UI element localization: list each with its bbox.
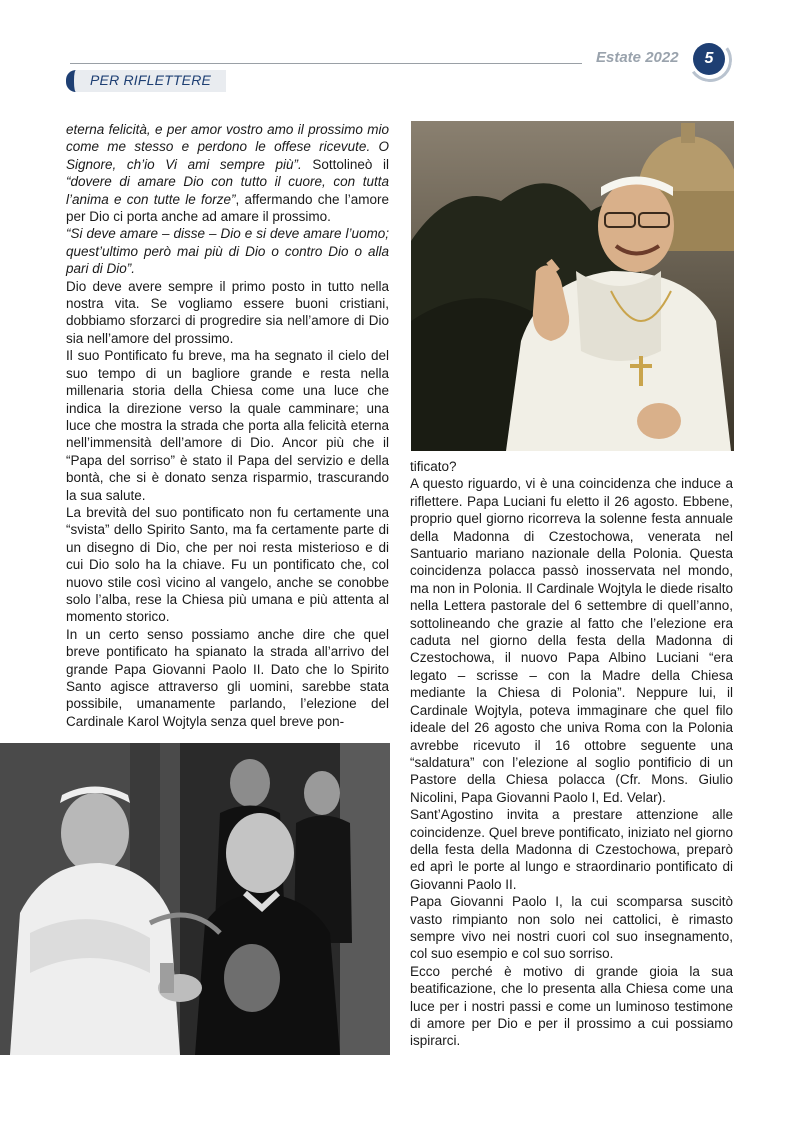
page-number: 5: [693, 43, 725, 75]
section-title: PER RIFLETTERE: [90, 72, 212, 88]
right-column: [410, 458, 733, 1050]
right-paragraph-2: A questo riguardo, vi è una coincidenza che induce a riflettere. Papa Luciani fu eletto il 26 agosto. Ebbene, proprio quel giorno ricorreva la solenne festa annuale della Madonna di Czestochowa, venerata nel Santuario mariano nazionale della Polonia. Questa coincidenza polacca passò inosservata nel mondo, ma non in Polonia. Il Cardinale Wojtyla le diede risalto nella Lettera pastorale del 6 settembre di quell’anno, sottolineando che grazie al fatto che l’elezione era caduta nel giorno della festa della Madonna di Czestochowa, il nuovo Papa Albino Luciani “era legato – scrisse – con la Madre della Chiesa mediante la Chiesa di Polonia”. Neppure lui, il Cardinale Wojtyla, poteva immaginare che quel filo ideale del 26 agosto che univa Roma con la Polonia avrebbe ricevuto il 16 ottobre seguente una “saldatura” con l’elezione al soglio pontificio di un Pastore della Chiesa polacca (Cfr. Mons. Giulio Nicolini, Papa Giovanni Paolo I, Ed. Velar).: [410, 476, 733, 805]
left-paragraph-6: In un certo senso possiamo anche dire che quel breve pontificato ha spianato la strada all’arrivo del grande Papa Giovanni Paolo II. Dato che lo Spirito Santo agisce attraverso gli uomini, sarebbe stata possibile, umanamente parlando, l’elezione del Cardinale Karol Wojtyla senza quel breve pon-: [66, 626, 389, 729]
body-text: , affermando che l’amore per Dio ci porta anche ad amare il prossimo.: [66, 191, 389, 225]
right-paragraph-3: Sant’Agostino invita a prestare attenzione alle coincidenze. Quel breve pontificato, iniziato nel giorno della festa della Madonna di Czestochowa, preparò ed aprì le porte al lungo e straordinario pontificato di Giovanni Paolo II.: [410, 807, 733, 892]
body-text: Sottolineò il: [301, 156, 390, 172]
right-paragraph-4: Papa Giovanni Paolo I, la cui scomparsa suscitò vasto rimpianto non solo nei cattolici, è rimasto sempre vivo nei nostri cuori col suo insegnamento, col suo esempio e col suo sorriso.: [410, 894, 733, 962]
left-paragraph-3: Dio deve avere sempre il primo posto in tutto nella nostra vita. Se vogliamo essere buoni cristiani, dobbiamo sforzarci di progredire sia nell’amore di Dio sia nell’amore del prossimo.: [66, 278, 389, 346]
left-paragraph-1: [66, 121, 389, 225]
left-paragraph-2: “Si deve amare – disse – Dio e si deve amare l’uomo; quest’ultimo però mai più di Dio o contro Dio o alla pari di Dio”.: [66, 226, 389, 277]
pope-smiling-illustration: [411, 121, 734, 451]
pope-and-cardinal-illustration: [0, 743, 390, 1055]
pope-and-cardinal-photo: [0, 743, 390, 1055]
left-paragraph-5: La brevità del suo pontificato non fu certamente una “svista” dello Spirito Santo, ma fa certamente parte di un disegno di Dio, che per noi resta misterioso e di cui Dio solo ha la chiave. Fu un pontificato che, col nuovo stile così vicino al vangelo, anche se conobbe solo l’alba, rese la Chiesa più umana e più attenta al momento storico.: [66, 504, 389, 625]
quote-text: “dovere di amare Dio con tutto il cuore, con tutta l’anima e con tutte le forze”: [66, 174, 389, 207]
quote-text: eterna felicità, e per amor vostro amo il prossimo mio come me stesso e perdono le offese ricevute. O Signore, ch’io Vi ami sempre più”.: [66, 122, 389, 172]
right-paragraph-5: Ecco perché è motivo di grande gioia la sua beatificazione, che lo presenta alla Chiesa come una luce per i nostri passi e come un luminoso testimone di amore per Dio e per il prossimo a cui possiamo ispirarci.: [410, 963, 733, 1049]
issue-label: Estate 2022: [596, 49, 679, 66]
left-column: [66, 121, 389, 730]
pope-smiling-photo: [411, 121, 734, 451]
left-paragraph-4: Il suo Pontificato fu breve, ma ha segnato il cielo del suo tempo di un bagliore grande e resta nella millenaria storia della Chiesa come una luce che indica la direzione verso la quale camminare; una luce che mostra la strada che porta alla felicità eterna nell’immensità dell’amore di Dio. Ancor più che il “Papa del sorriso” è stato il Papa del servizio e della bontà, che si è donato senza risparmio, trascurando la sua salute.: [66, 348, 389, 503]
right-paragraph-1: tificato?: [410, 459, 457, 474]
header-rule: [70, 63, 582, 64]
